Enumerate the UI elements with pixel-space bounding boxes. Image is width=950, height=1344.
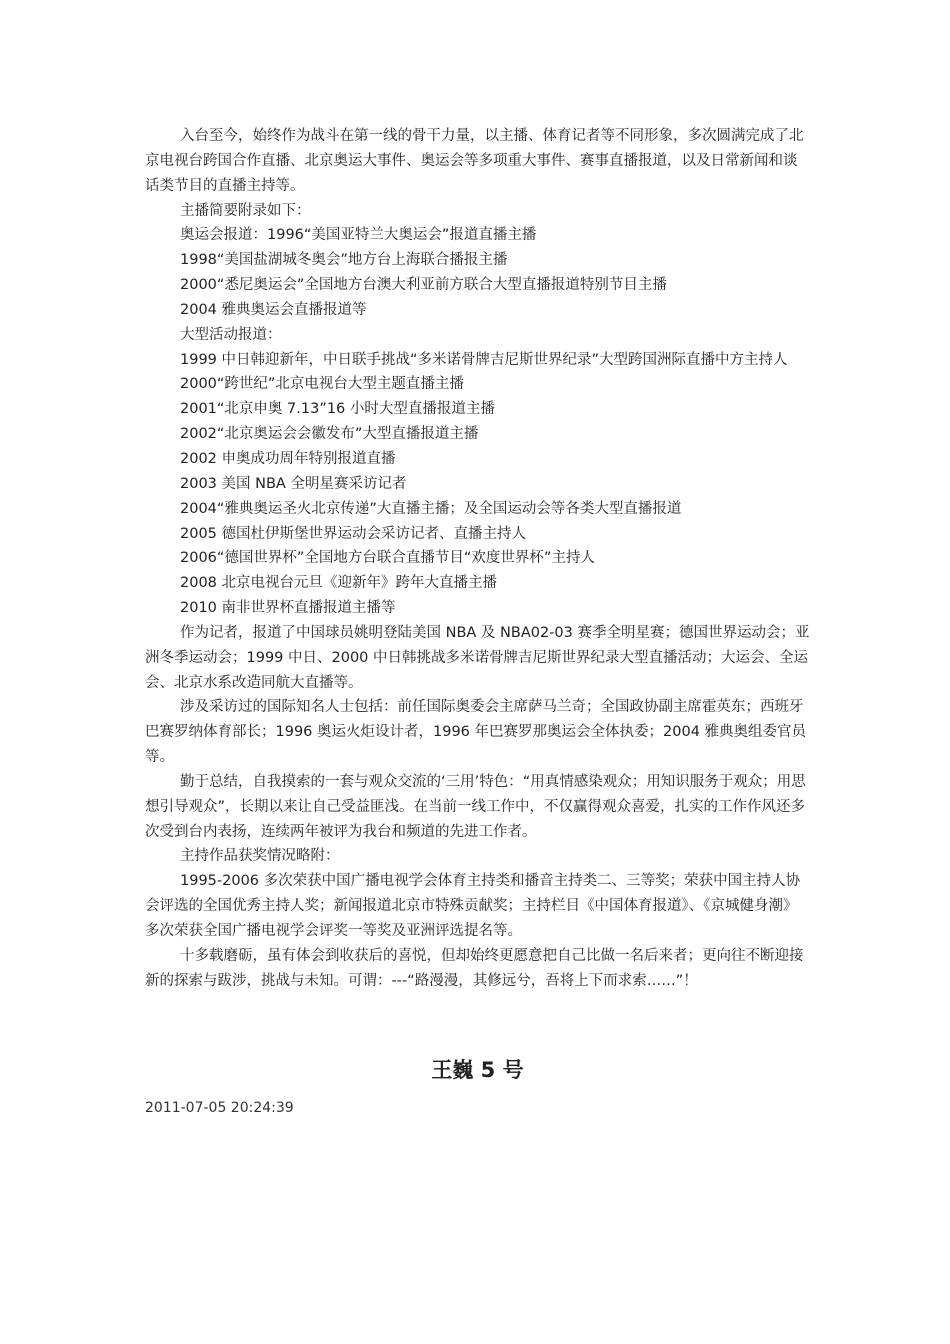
list-item-olympics-2000: 2000“悉尼奥运会”全国地方台澳大利亚前方联合大型直播报道特别节目主播	[180, 277, 667, 294]
paragraph-awards: 1995-2006 多次荣获中国广播电视学会体育主持类和播音主持类二、三等奖；荣获中国主持人协会评选的全国优秀主持人奖；新闻报道北京市特殊贡献奖；主持栏目《中国体育报道》、《京城健身潮》多次荣获全国广播电视学会评奖一等奖及亚洲评选提名等。	[145, 873, 801, 939]
list-item-event-2002b: 2002 申奥成功周年特别报道直播	[180, 450, 396, 467]
list-item-event-2002a: 2002“北京奥运会会徽发布”大型直播报道主播	[180, 426, 479, 443]
list-item-event-2005: 2005 德国杜伊斯堡世界运动会采访记者、直播主持人	[180, 525, 527, 542]
timestamp: 2011-07-05 20:24:39	[145, 1100, 294, 1116]
list-item-olympics-1996: 奥运会报道：1996“美国亚特兰大奥运会”报道直播主播	[180, 227, 537, 244]
paragraph-closing: 十多载磨砺，虽有体会到收获后的喜悦，但却始终更愿意把自己比做一名后来者；更向往不断迎接新的探索与跋涉，挑战与未知。可谓：---“路漫漫，其修远兮，吾将上下而求索……”！	[145, 947, 804, 989]
paragraph-interviews: 涉及采访过的国际知名人士包括：前任国际奥委会主席萨马兰奇；全国政协副主席霍英东；西班牙巴赛罗纳体育部长；1996 奥运火炬设计者，1996 年巴赛罗那奥运会全体执委；2004 雅典奥组委官员等。	[145, 699, 807, 766]
list-item-olympics-2004: 2004 雅典奥运会直播报道等	[180, 301, 367, 318]
paragraph-intro: 入台至今，始终作为战斗在第一线的骨干力量，以主播、体育记者等不同形象，多次圆满完成了北京电视台跨国合作直播、北京奥运大事件、奥运会等多项重大事件、赛事直播报道，以及日常新闻和谈话类节目的直播主持等。	[145, 128, 804, 194]
list-item-event-1999: 1999 中日韩迎新年，中日联手挑战“多米诺骨牌吉尼斯世界纪录”大型跨国洲际直播中方主持人	[180, 351, 788, 368]
paragraph-events-heading: 大型活动报道：	[180, 326, 282, 343]
list-item-olympics-1998: 1998“美国盐湖城冬奥会”地方台上海联合播报主播	[180, 252, 508, 269]
paragraph-appendix-heading: 主播简要附录如下：	[180, 202, 311, 219]
list-item-event-2008: 2008 北京电视台元旦《迎新年》跨年大直播主播	[180, 575, 498, 592]
list-item-event-2001: 2001“北京申奥 7.13”16 小时大型直播报道主播	[180, 401, 495, 418]
list-item-event-2010: 2010 南非世界杯直播报道主播等	[180, 600, 396, 617]
paragraph-awards-heading: 主持作品获奖情况略附：	[180, 848, 340, 865]
list-item-event-2004: 2004“雅典奥运圣火北京传递”大直播主播；及全国运动会等各类大型直播报道	[180, 500, 682, 517]
list-item-event-2000: 2000“跨世纪”北京电视台大型主题直播主播	[180, 376, 464, 393]
article-body	[145, 124, 810, 994]
paragraph-style: 勤于总结，自我摸索的一套与观众交流的‘三用’特色：“用真情感染观众；用知识服务于观众；用思想引导观众”，长期以来让自己受益匪浅。在当前一线工作中，不仅赢得观众喜爱，扎实的工作作风还多次受到台内表扬，连续两年被评为我台和频道的先进工作者。	[145, 773, 806, 840]
paragraph-reporter: 作为记者，报道了中国球员姚明登陆美国 NBA 及 NBA02-03 赛季全明星赛；德国世界运动会；亚洲冬季运动会；1999 中日、2000 中日韩挑战多米诺骨牌吉尼斯世界纪录大型直播活动；大运会、全运会、北京水系改造同航大直播等。	[145, 624, 810, 691]
section-title: 王巍 5 号	[431, 1058, 524, 1082]
list-item-event-2003: 2003 美国 NBA 全明星赛采访记者	[180, 475, 407, 492]
list-item-event-2006: 2006“德国世界杯”全国地方台联合直播节目“欢度世界杯”主持人	[180, 550, 595, 567]
